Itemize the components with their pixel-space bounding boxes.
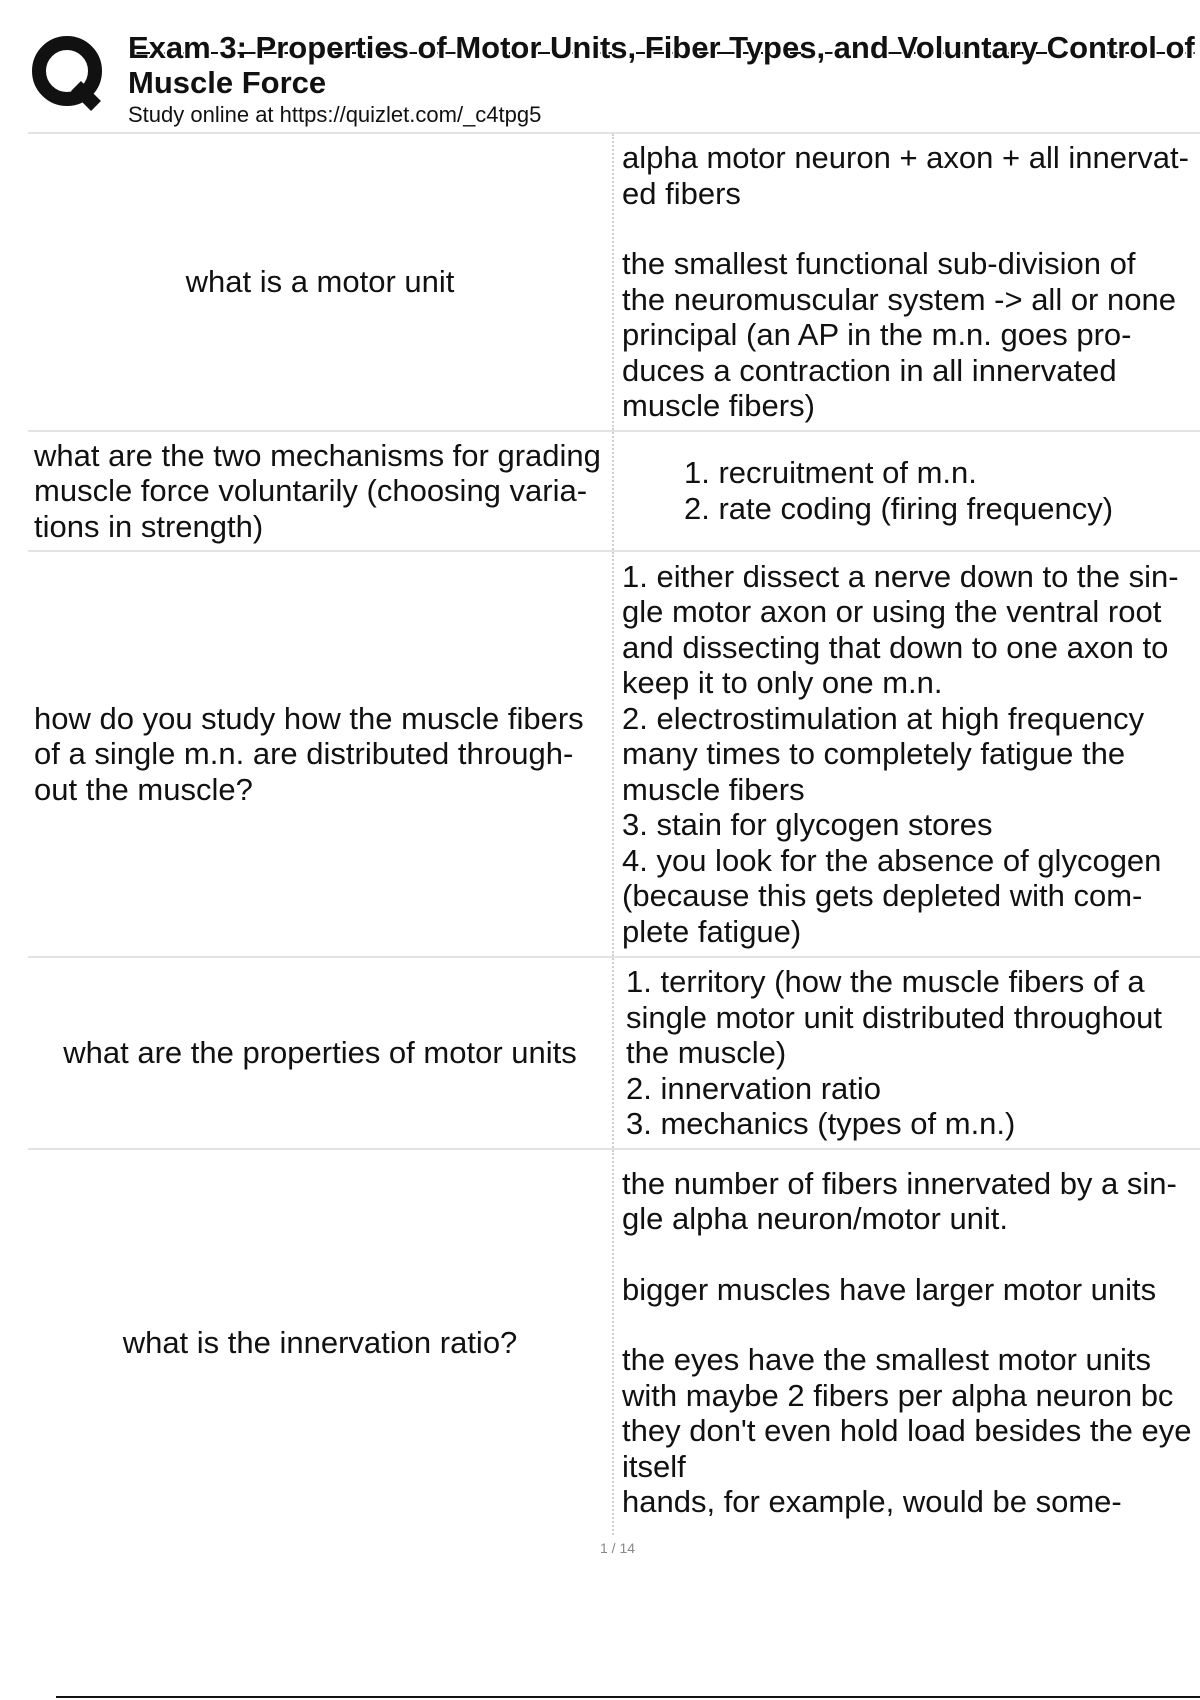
page-number: 1 / 14 bbox=[599, 1540, 636, 1556]
card-term: how do you study how the muscle fibers of a single m.n. are distributed through- out the muscle? bbox=[28, 551, 613, 957]
card-term: what are the properties of motor units bbox=[28, 957, 613, 1149]
card-row bbox=[28, 1149, 1200, 1535]
document-title: Exam 3: Properties of Motor Units, Fiber Types, and Voluntary Control of bbox=[128, 30, 1195, 65]
definition-line: gle motor axon or using the ventral root bbox=[622, 594, 1162, 630]
study-online-link[interactable]: Study online at https://quizlet.com/_c4tpg5 bbox=[128, 102, 542, 127]
card-term: what is the innervation ratio? bbox=[28, 1149, 613, 1535]
card-term: what is a motor unit bbox=[28, 133, 613, 431]
definition-line: 1. either dissect a nerve down to the sin- bbox=[622, 558, 1179, 594]
definition-line: the muscle) bbox=[626, 1035, 787, 1071]
bottom-divider bbox=[56, 1696, 1200, 1698]
flashcard-table bbox=[28, 132, 1200, 1535]
card-definition bbox=[613, 551, 1200, 957]
definition-line: with maybe 2 fibers per alpha neuron bc bbox=[622, 1377, 1174, 1413]
definition-line: single motor unit distributed throughout bbox=[626, 999, 1162, 1035]
definition-line: ed fibers bbox=[622, 175, 741, 211]
definition-line bbox=[622, 1237, 1194, 1272]
definition-line bbox=[622, 211, 1194, 246]
definition-line: 2. electrostimulation at high frequency bbox=[622, 700, 1145, 736]
definition-line: 2. innervation ratio bbox=[626, 1070, 882, 1106]
quizlet-logo-icon bbox=[30, 34, 108, 112]
definition-line: itself bbox=[622, 1448, 686, 1484]
card-definition bbox=[613, 133, 1200, 431]
definition-line: 1. recruitment of m.n. bbox=[684, 455, 977, 491]
definition-line: 1. territory (how the muscle fibers of a bbox=[626, 964, 1145, 1000]
card-row bbox=[28, 551, 1200, 957]
card-definition bbox=[613, 431, 1200, 552]
definition-line: muscle fibers bbox=[622, 771, 805, 807]
card-row bbox=[28, 431, 1200, 552]
definition-line: alpha motor neuron + axon + all innervat- bbox=[622, 140, 1189, 175]
definition-line: hands, for example, would be some- bbox=[622, 1484, 1122, 1519]
card-definition bbox=[613, 957, 1200, 1149]
definition-line: 3. mechanics (types of m.n.) bbox=[626, 1106, 1016, 1142]
definition-line: the smallest functional sub-division of bbox=[622, 246, 1136, 281]
definition-line: bigger muscles have larger motor units bbox=[622, 1271, 1157, 1307]
definition-line: muscle fibers) bbox=[622, 388, 815, 423]
definition-line: many times to completely fatigue the bbox=[622, 736, 1126, 772]
card-row bbox=[28, 957, 1200, 1149]
definition-line: the number of fibers innervated by a sin- bbox=[622, 1165, 1177, 1201]
definition-line: 2. rate coding (firing frequency) bbox=[684, 490, 1114, 526]
definition-line: (because this gets depleted with com- bbox=[622, 878, 1143, 914]
definition-line: gle alpha neuron/motor unit. bbox=[622, 1201, 1009, 1236]
card-row bbox=[28, 133, 1200, 431]
definition-line: principal (an AP in the m.n. goes pro- bbox=[622, 317, 1132, 352]
card-definition bbox=[613, 1149, 1200, 1535]
definition-line: keep it to only one m.n. bbox=[622, 665, 943, 701]
definition-line: and dissecting that down to one axon to bbox=[622, 629, 1169, 665]
card-term: what are the two mechanisms for grading muscle force voluntarily (choosing varia- tions in strength) bbox=[28, 431, 613, 552]
definition-line: the eyes have the smallest motor units bbox=[622, 1342, 1151, 1377]
document-subtitle: Muscle Force bbox=[128, 65, 327, 100]
definition-line: 4. you look for the absence of glycogen bbox=[622, 842, 1162, 878]
definition-line: duces a contraction in all innervated bbox=[622, 352, 1117, 388]
definition-line bbox=[622, 1307, 1194, 1342]
definition-line: they don't even hold load besides the eye bbox=[622, 1413, 1192, 1448]
definition-line: 3. stain for glycogen stores bbox=[622, 807, 993, 843]
definition-line: the neuromuscular system -> all or none bbox=[622, 281, 1176, 317]
definition-line: plete fatigue) bbox=[622, 913, 802, 949]
title-block bbox=[128, 30, 1200, 128]
header bbox=[28, 30, 1200, 130]
